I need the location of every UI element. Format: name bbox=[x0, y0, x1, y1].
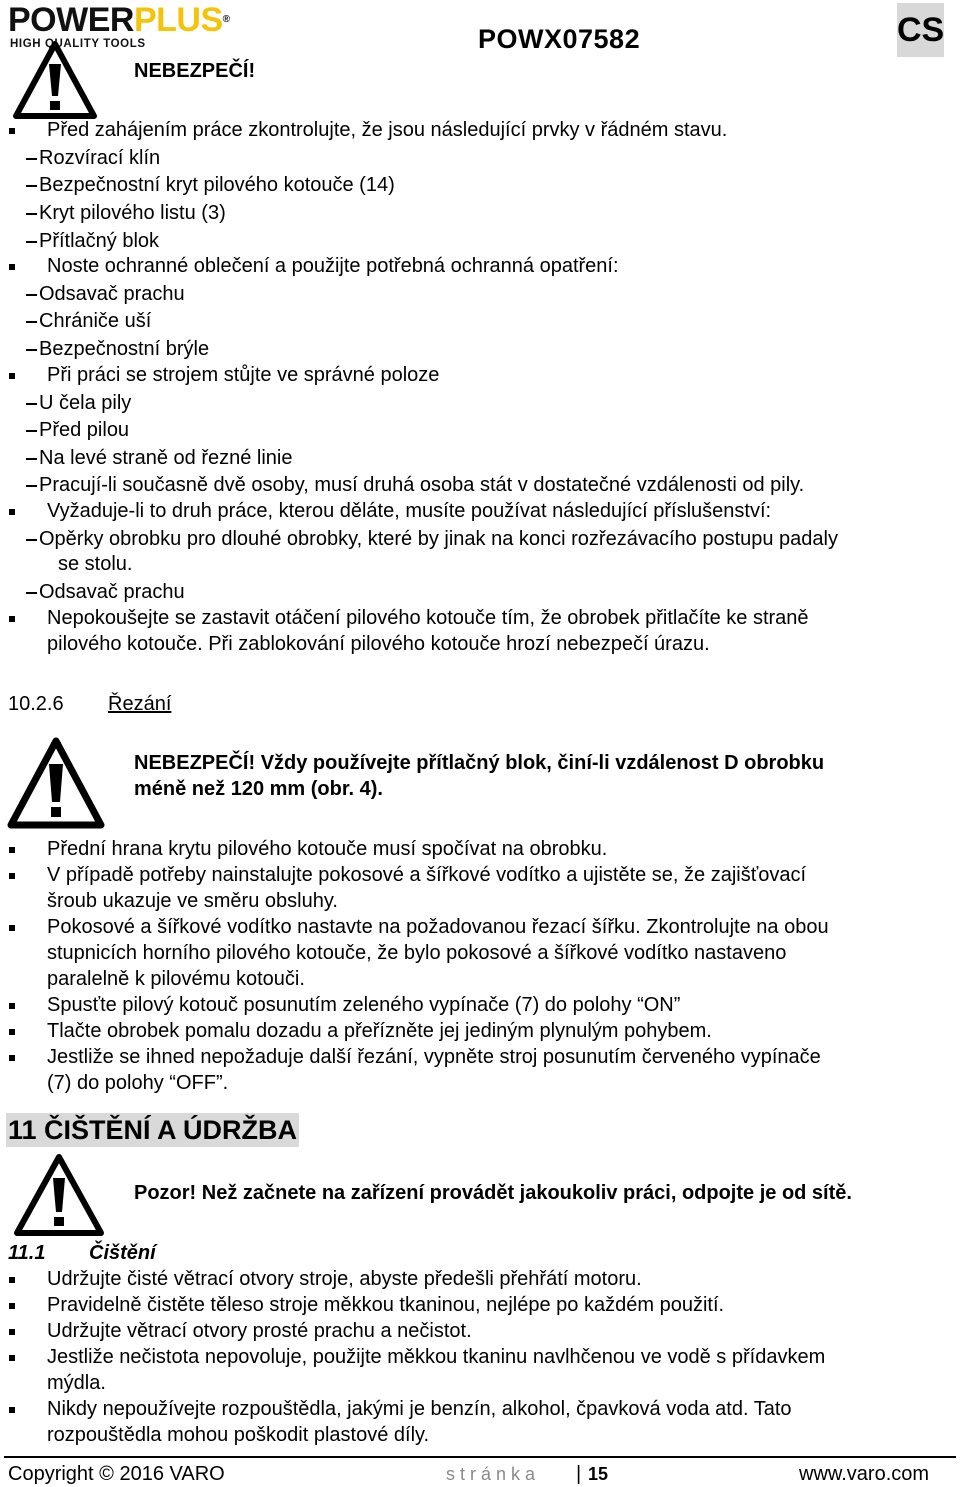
warning-triangle-icon bbox=[12, 1152, 106, 1238]
language-badge: CS bbox=[897, 3, 944, 57]
list-item: Přítlačný blok bbox=[26, 229, 159, 253]
list-item: Kryt pilového listu (3) bbox=[26, 201, 226, 225]
footer-separator: | bbox=[576, 1463, 582, 1485]
list-item: Před pilou bbox=[26, 418, 129, 442]
list-item: Na levé straně od řezné linie bbox=[26, 446, 292, 470]
list-item-continuation: pilového kotouče. Při zablokování pilového kotouče hrozí nebezpečí úrazu. bbox=[47, 633, 710, 655]
list-item: Nikdy nepoužívejte rozpouštědla, jakými je benzín, alkohol, čpavková voda atd. Tato bbox=[47, 1398, 792, 1420]
list-item: Noste ochranné oblečení a použijte potřebná ochranná opatření: bbox=[47, 255, 619, 277]
cut-warning-text: méně než 120 mm (obr. 4). bbox=[134, 778, 383, 800]
footer-website: www.varo.com bbox=[799, 1463, 930, 1485]
section-title: Řezání bbox=[108, 693, 172, 715]
model-number: POWX07582 bbox=[478, 24, 641, 54]
list-item-continuation: rozpouštědla mohou poškodit plastové díly. bbox=[47, 1424, 430, 1446]
caution-text: Pozor! Než začnete na zařízení provádět jakoukoliv práci, odpojte je od sítě. bbox=[134, 1182, 852, 1204]
logo-tagline: HIGH QUALITY TOOLS bbox=[10, 38, 146, 50]
list-item: Přední hrana krytu pilového kotouče musí spočívat na obrobku. bbox=[47, 838, 608, 860]
list-item: Jestliže se ihned nepožaduje další řezání, vypněte stroj posunutím červeného vypínače bbox=[47, 1046, 821, 1068]
cut-warning-text: Vždy používejte přítlačný blok, činí-li vzdálenost D obrobku bbox=[260, 752, 825, 774]
warning-triangle-icon bbox=[12, 40, 98, 120]
list-item: Spusťte pilový kotouč posunutím zeleného vypínače (7) do polohy “ON” bbox=[47, 994, 681, 1016]
list-item: Před zahájením práce zkontrolujte, že jsou následující prvky v řádném stavu. bbox=[47, 119, 728, 141]
list-item: Opěrky obrobku pro dlouhé obrobky, které by jinak na konci rozřezávacího postupu padaly bbox=[26, 527, 838, 551]
footer-page-number: 15 bbox=[588, 1464, 609, 1484]
list-item: Udržujte větrací otvory prosté prachu a nečistot. bbox=[47, 1320, 472, 1342]
logo-power-text: POWER bbox=[8, 1, 134, 39]
logo-plus-text: PLUS bbox=[133, 1, 223, 39]
section-number: 10.2.6 bbox=[8, 693, 64, 715]
list-item: Bezpečnostní brýle bbox=[26, 337, 209, 361]
list-item: Rozvírací klín bbox=[26, 146, 160, 170]
list-item: V případě potřeby nainstalujte pokosové a šířkové vodítko a ujistěte se, že zajišťovací bbox=[47, 864, 807, 886]
list-item: U čela pily bbox=[26, 391, 131, 415]
danger-label: NEBEZPEČÍ! bbox=[134, 60, 256, 82]
footer-page-word: s t r á n k a bbox=[446, 1464, 536, 1484]
logo-registered-mark: ® bbox=[222, 14, 230, 25]
footer-copyright: Copyright © 2016 VARO bbox=[8, 1463, 225, 1485]
list-item: Odsavač prachu bbox=[26, 580, 185, 604]
list-item: Vyžaduje-li to druh práce, kterou děláte, musíte používat následující příslušenství: bbox=[47, 500, 772, 522]
list-item: Pokosové a šířkové vodítko nastavte na požadovanou řezací šířku. Zkontrolujte na obou bbox=[47, 916, 829, 938]
chapter-heading: 11 ČIŠTĚNÍ A ÚDRŽBA bbox=[8, 1115, 298, 1145]
warning-triangle-icon bbox=[6, 736, 106, 830]
list-item: Bezpečnostní kryt pilového kotouče (14) bbox=[26, 173, 395, 197]
list-item: Při práci se strojem stůjte ve správné poloze bbox=[47, 364, 440, 386]
list-item: Tlačte obrobek pomalu dozadu a přeřízněte jej jediným plynulým pohybem. bbox=[47, 1020, 712, 1042]
list-item: Pracují-li současně dvě osoby, musí druhá osoba stát v dostatečné vzdálenosti od pily. bbox=[26, 473, 804, 497]
danger-label: NEBEZPEČÍ! bbox=[134, 752, 256, 774]
subsection-title: Čištění bbox=[89, 1242, 156, 1264]
list-item-continuation: šroub ukazuje ve směru obsluhy. bbox=[47, 890, 338, 912]
list-item-continuation: stupnicích horního pilového kotouče, že bylo pokosové a šířkové vodítko nastaveno bbox=[47, 942, 787, 964]
list-item-continuation: mýdla. bbox=[47, 1372, 106, 1394]
list-item: Nepokoušejte se zastavit otáčení pilového kotouče tím, že obrobek přitlačíte ke straně bbox=[47, 607, 809, 629]
list-item: Udržujte čisté větrací otvory stroje, abyste předešli přehřátí motoru. bbox=[47, 1268, 642, 1290]
list-item-continuation: paralelně k pilovému kotouči. bbox=[47, 968, 305, 990]
footer-divider bbox=[4, 1456, 956, 1458]
list-item: Jestliže nečistota nepovoluje, použijte měkkou tkaninu navlhčenou ve vodě s přídavkem bbox=[47, 1346, 826, 1368]
list-item: Chrániče uší bbox=[26, 309, 151, 333]
list-item: Odsavač prachu bbox=[26, 282, 185, 306]
list-item-continuation: (7) do polohy “OFF”. bbox=[47, 1072, 229, 1094]
list-item: Pravidelně čistěte těleso stroje měkkou tkaninou, nejlépe po každém použití. bbox=[47, 1294, 725, 1316]
cut-warning bbox=[134, 751, 824, 775]
list-item-continuation: se stolu. bbox=[58, 553, 133, 575]
subsection-number: 11.1 bbox=[8, 1242, 46, 1264]
